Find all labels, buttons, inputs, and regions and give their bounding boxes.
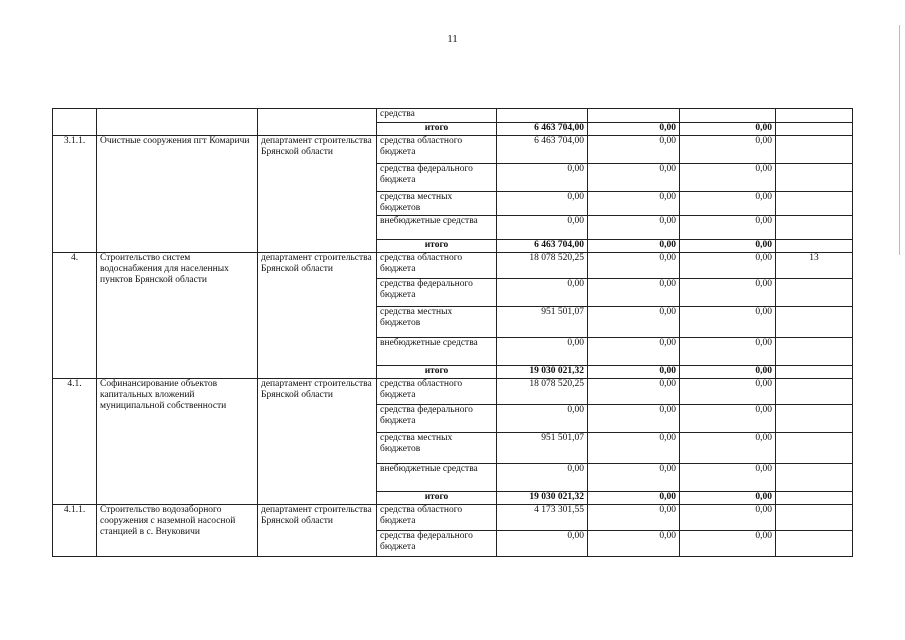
source-row <box>53 505 853 531</box>
amount-cell: 6 463 704,00 <box>497 123 588 136</box>
source-row <box>53 379 853 405</box>
amount-cell: 0,00 <box>588 164 680 192</box>
indicator-cell <box>776 379 853 405</box>
amount-cell: 0,00 <box>680 405 776 433</box>
amount-cell: 0,00 <box>588 279 680 307</box>
source-row <box>53 136 853 164</box>
funding-source-label: средства местных бюджетов <box>377 307 497 338</box>
amount-cell: 0,00 <box>680 216 776 240</box>
amount-cell: 0,00 <box>680 366 776 379</box>
item-name: Очистные сооружения пгт Комаричи <box>97 136 258 253</box>
item-number: 3.1.1. <box>53 136 97 253</box>
indicator-cell <box>776 492 853 505</box>
amount-cell: 0,00 <box>588 338 680 366</box>
amount-cell: 0,00 <box>497 164 588 192</box>
funding-source-label: итого <box>377 240 497 253</box>
amount-cell: 0,00 <box>497 338 588 366</box>
amount-cell <box>680 109 776 123</box>
indicator-cell <box>776 433 853 464</box>
indicator-cell <box>776 279 853 307</box>
item-number: 4. <box>53 253 97 379</box>
amount-cell: 0,00 <box>497 405 588 433</box>
funding-source-label: внебюджетные средства <box>377 216 497 240</box>
funding-source-label: итого <box>377 366 497 379</box>
amount-cell: 0,00 <box>680 136 776 164</box>
indicator-cell: 13 <box>776 253 853 279</box>
indicator-cell <box>776 216 853 240</box>
funding-source-label: средства <box>377 109 497 123</box>
amount-cell: 0,00 <box>497 464 588 492</box>
item-number: 4.1. <box>53 379 97 505</box>
funding-source-label: внебюджетные средства <box>377 464 497 492</box>
amount-cell: 0,00 <box>680 164 776 192</box>
item-number: 4.1.1. <box>53 505 97 557</box>
amount-cell: 0,00 <box>497 279 588 307</box>
indicator-cell <box>776 366 853 379</box>
amount-cell: 0,00 <box>680 492 776 505</box>
amount-cell: 0,00 <box>588 492 680 505</box>
funding-source-label: средства областного бюджета <box>377 505 497 531</box>
item-name: Софинансирование объектов капитальных вложений муниципальной собственности <box>97 379 258 505</box>
amount-cell: 19 030 021,32 <box>497 492 588 505</box>
indicator-cell <box>776 307 853 338</box>
funding-source-label: средства областного бюджета <box>377 253 497 279</box>
amount-cell: 0,00 <box>680 433 776 464</box>
item-name <box>97 109 258 136</box>
amount-cell: 0,00 <box>680 307 776 338</box>
indicator-cell <box>776 164 853 192</box>
item-executor <box>258 109 377 136</box>
amount-cell: 0,00 <box>588 433 680 464</box>
amount-cell: 0,00 <box>680 464 776 492</box>
amount-cell: 0,00 <box>680 253 776 279</box>
amount-cell: 0,00 <box>680 123 776 136</box>
source-row <box>53 109 853 123</box>
amount-cell: 18 078 520,25 <box>497 253 588 279</box>
budget-table-body <box>53 109 853 557</box>
funding-source-label: средства федерального бюджета <box>377 164 497 192</box>
amount-cell <box>588 109 680 123</box>
funding-source-label: средства местных бюджетов <box>377 192 497 216</box>
amount-cell: 0,00 <box>588 136 680 164</box>
amount-cell: 0,00 <box>680 379 776 405</box>
indicator-cell <box>776 192 853 216</box>
amount-cell: 6 463 704,00 <box>497 240 588 253</box>
amount-cell: 18 078 520,25 <box>497 379 588 405</box>
item-executor: департамент строительства Брянской области <box>258 379 377 505</box>
amount-cell: 0,00 <box>588 366 680 379</box>
amount-cell: 4 173 301,55 <box>497 505 588 531</box>
indicator-cell <box>776 123 853 136</box>
amount-cell: 0,00 <box>497 192 588 216</box>
amount-cell: 0,00 <box>680 279 776 307</box>
funding-source-label: средства местных бюджетов <box>377 433 497 464</box>
amount-cell: 0,00 <box>588 307 680 338</box>
indicator-cell <box>776 405 853 433</box>
amount-cell: 0,00 <box>588 379 680 405</box>
amount-cell: 951 501,07 <box>497 307 588 338</box>
amount-cell: 0,00 <box>588 216 680 240</box>
item-executor: департамент строительства Брянской области <box>258 253 377 379</box>
indicator-cell <box>776 464 853 492</box>
amount-cell: 0,00 <box>680 240 776 253</box>
budget-table <box>52 108 853 557</box>
amount-cell: 0,00 <box>588 505 680 531</box>
funding-source-label: итого <box>377 492 497 505</box>
amount-cell: 0,00 <box>680 192 776 216</box>
indicator-cell <box>776 531 853 557</box>
page-number: 11 <box>447 33 458 45</box>
amount-cell: 6 463 704,00 <box>497 136 588 164</box>
amount-cell: 0,00 <box>497 531 588 557</box>
amount-cell: 0,00 <box>588 123 680 136</box>
indicator-cell <box>776 240 853 253</box>
source-row <box>53 253 853 279</box>
indicator-cell <box>776 338 853 366</box>
amount-cell <box>497 109 588 123</box>
item-executor: департамент строительства Брянской области <box>258 136 377 253</box>
funding-source-label: средства областного бюджета <box>377 379 497 405</box>
funding-source-label: средства федерального бюджета <box>377 279 497 307</box>
item-number <box>53 109 97 136</box>
funding-source-label: внебюджетные средства <box>377 338 497 366</box>
funding-source-label: итого <box>377 123 497 136</box>
amount-cell: 951 501,07 <box>497 433 588 464</box>
funding-source-label: средства федерального бюджета <box>377 405 497 433</box>
amount-cell: 0,00 <box>588 240 680 253</box>
item-name: Строительство систем водоснабжения для населенных пунктов Брянской области <box>97 253 258 379</box>
amount-cell: 0,00 <box>497 216 588 240</box>
amount-cell: 0,00 <box>680 531 776 557</box>
indicator-cell <box>776 136 853 164</box>
amount-cell: 0,00 <box>588 253 680 279</box>
amount-cell: 0,00 <box>588 531 680 557</box>
indicator-cell <box>776 109 853 123</box>
item-executor: департамент строительства Брянской области <box>258 505 377 557</box>
amount-cell: 0,00 <box>680 505 776 531</box>
amount-cell: 0,00 <box>680 338 776 366</box>
funding-source-label: средства федерального бюджета <box>377 531 497 557</box>
amount-cell: 0,00 <box>588 192 680 216</box>
funding-source-label: средства областного бюджета <box>377 136 497 164</box>
page-edge-line <box>899 25 900 255</box>
item-name: Строительство водозаборного сооружения с наземной насосной станцией в с. Внуковичи <box>97 505 258 557</box>
amount-cell: 19 030 021,32 <box>497 366 588 379</box>
amount-cell: 0,00 <box>588 405 680 433</box>
amount-cell: 0,00 <box>588 464 680 492</box>
indicator-cell <box>776 505 853 531</box>
